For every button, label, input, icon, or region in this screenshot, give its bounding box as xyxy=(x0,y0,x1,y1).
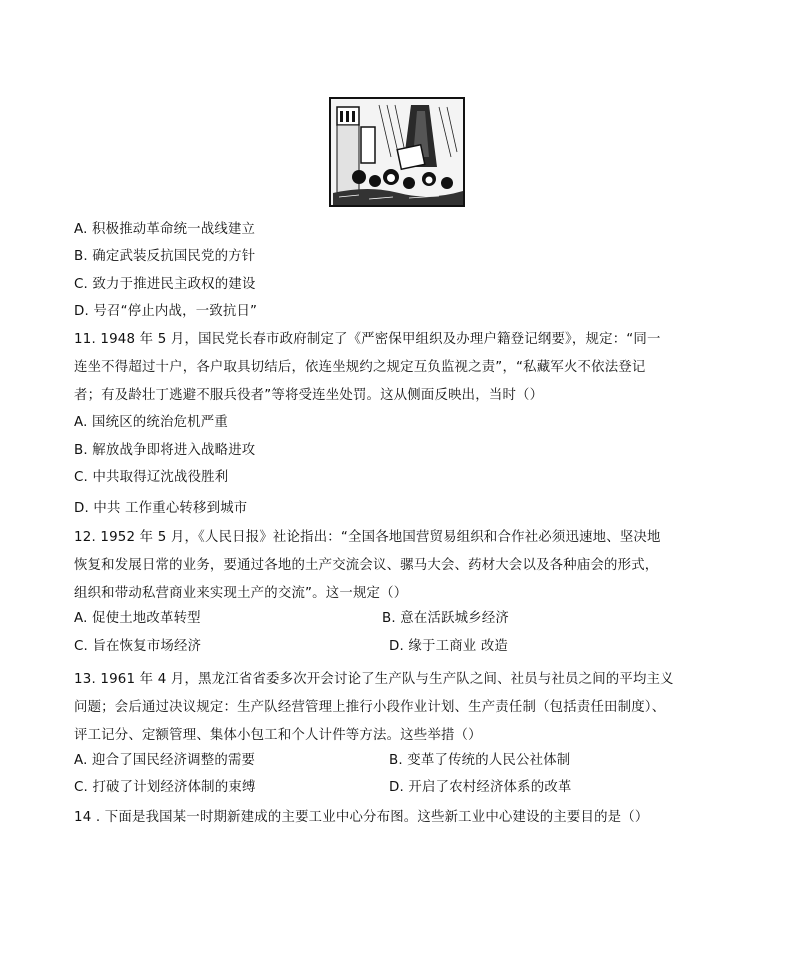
q12-stem xyxy=(74,524,694,608)
q12-option-d: D. 缘于工商业 改造 xyxy=(389,639,509,654)
q12-option-c: C. 旨在恢复市场经济 xyxy=(74,639,202,654)
q11-option-a: A. 国统区的统治危机严重 xyxy=(74,415,228,430)
q11-line-3: 者；有及龄壮丁逃避不服兵役者”等将受连坐处罚。这从侧面反映出，当时（） xyxy=(74,388,544,403)
q13-line-2: 问题；会后通过决议规定：生产队经营管理上推行小段作业计划、生产责任制（包括责任田制度）、 xyxy=(74,700,666,715)
q12-option-a: A. 促使土地改革转型 xyxy=(74,611,201,626)
q12-option-b: B. 意在活跃城乡经济 xyxy=(382,611,510,626)
q13-line-3: 评工记分、定额管理、集体小包工和个人计件等方法。这些举措（） xyxy=(74,728,482,743)
q13-option-d: D. 开启了农村经济体系的改革 xyxy=(389,780,572,795)
q13-line-1: 13. 1961 年 4 月，黑龙江省省委多次开会讨论了生产队与生产队之间、社员与社员之间的平均主义 xyxy=(74,672,674,687)
q10-option-d: D. 号召“停止内战，一致抗日” xyxy=(74,304,258,319)
q10-option-c: C. 致力于推进民主政权的建设 xyxy=(74,277,256,292)
q11-option-b: B. 解放战争即将进入战略进攻 xyxy=(74,443,256,458)
q13-option-b: B. 变革了传统的人民公社体制 xyxy=(389,753,571,768)
q10-option-b: B. 确定武装反抗国民党的方针 xyxy=(74,249,256,264)
q12-line-1: 12. 1952 年 5 月，《人民日报》社论指出：“全国各地国营贸易组织和合作社必须迅速地、坚决地 xyxy=(74,530,661,545)
q10-option-a: A. 积极推动革命统一战线建立 xyxy=(74,222,256,237)
q11-line-2: 连坐不得超过十户，各户取具切结后，依连坐规约之规定互负监视之责”，“私藏军火不依法登记 xyxy=(74,360,646,375)
q13-option-c: C. 打破了计划经济体制的束缚 xyxy=(74,780,256,795)
q11-line-1: 11. 1948 年 5 月，国民党长春市政府制定了《严密保甲组织及办理户籍登记纲要》，规定：“同一 xyxy=(74,332,661,347)
q12-line-3: 组织和带动私营商业来实现土产的交流”。这一规定（） xyxy=(74,586,408,601)
q11-option-c: C. 中共取得辽沈战役胜利 xyxy=(74,470,229,485)
q14-stem: 14 . 下面是我国某一时期新建成的主要工业中心分布图。这些新工业中心建设的主要目的是（） xyxy=(74,810,649,825)
q13-option-a: A. 迎合了国民经济调整的需要 xyxy=(74,753,256,768)
q13-stem xyxy=(74,666,694,750)
q12-line-2: 恢复和发展日常的业务，要通过各地的土产交流会议、骡马大会、药材大会以及各种庙会的形式， xyxy=(74,558,659,573)
q11-stem xyxy=(74,326,694,410)
cartoon-illustration xyxy=(329,97,465,207)
q11-option-d: D. 中共 工作重心转移到城市 xyxy=(74,501,248,516)
